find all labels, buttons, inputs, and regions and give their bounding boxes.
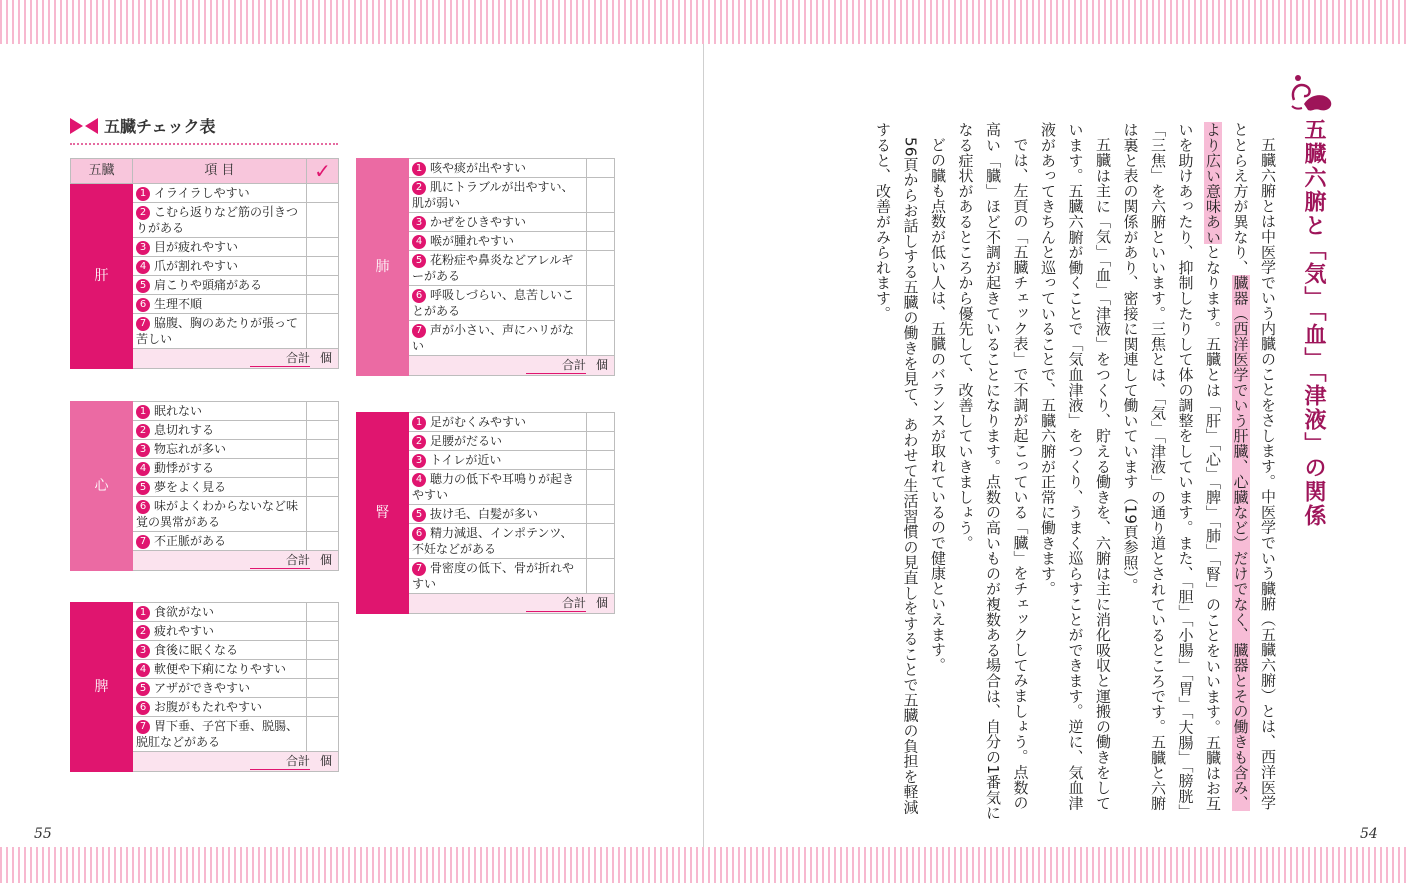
check-box[interactable] (587, 159, 615, 178)
check-box[interactable] (587, 505, 615, 524)
item-number-badge: 7 (412, 562, 426, 576)
check-table-left (70, 158, 339, 369)
item-number-badge: 5 (136, 481, 150, 495)
paragraph-5: 56頁からお話しする五臓の働きを見て、あわせて生活習慣の見直しをすることで五臓の負担を軽減すると、改善がみられます。 (874, 122, 920, 815)
paragraph-2: 五臓は主に「気」「血」「津液」をつくり、貯える働きを、六腑は主に消化吸収と運搬の働きをしています。五臓六腑が働くことで「気血津液」をつくり、うまく巡らすことができます。逆に、気血津液があってきちんと巡っていることで、五臓六腑が正常に働きます。 (1039, 122, 1112, 811)
check-table-title (70, 114, 216, 137)
body-text (761, 122, 1281, 822)
symptom-item (133, 257, 307, 276)
item-number-badge: 4 (136, 260, 150, 274)
item-number-badge: 3 (136, 241, 150, 255)
item-number-badge: 4 (412, 235, 426, 249)
check-box[interactable] (307, 603, 339, 622)
symptom-text: 食後に眠くなる (154, 643, 239, 657)
check-table-left-heart (70, 401, 339, 571)
item-number-badge: 1 (412, 416, 426, 430)
check-box[interactable] (587, 321, 615, 356)
total-cell (133, 752, 339, 772)
table-row (71, 402, 339, 421)
page-number-left: 55 (34, 826, 52, 842)
check-box[interactable] (307, 641, 339, 660)
symptom-text: 肩こりや頭痛がある (154, 278, 263, 292)
symptom-text: 骨密度の低下、骨が折れやすい (412, 561, 575, 591)
symptom-item (133, 402, 307, 421)
page-gutter (703, 44, 704, 847)
item-number-badge: 7 (412, 324, 426, 338)
item-number-badge: 3 (136, 644, 150, 658)
table-row (71, 184, 339, 203)
item-number-badge: 6 (136, 298, 150, 312)
item-number-badge: 6 (136, 500, 150, 514)
symptom-item (409, 232, 587, 251)
check-box[interactable] (307, 276, 339, 295)
symptom-text: 花粉症や鼻炎などアレルギーがある (412, 253, 574, 283)
check-box[interactable] (307, 717, 339, 752)
symptom-item (409, 524, 587, 559)
symptom-item (409, 321, 587, 356)
symptom-item (409, 251, 587, 286)
check-box[interactable] (587, 213, 615, 232)
check-box[interactable] (587, 232, 615, 251)
symptom-text: 爪が割れやすい (154, 259, 239, 273)
check-box[interactable] (307, 532, 339, 551)
paragraph-1-a: 五臓六腑とは中医学でいう内臓のことをさします。中医学でいう臓腑（五臓六腑）とは、西洋医学ととらえ方が異なり、 (1231, 122, 1277, 811)
total-label: 合計 (250, 552, 310, 569)
ribbon-icon (70, 118, 98, 134)
page-number-right: 54 (1360, 826, 1378, 842)
symptom-item (133, 717, 307, 752)
symptom-item (133, 622, 307, 641)
symptom-text: 足腰がだるい (430, 434, 503, 448)
check-table-left-spleen (70, 602, 339, 772)
item-number-badge: 7 (136, 720, 150, 734)
item-number-badge: 5 (136, 682, 150, 696)
item-number-badge: 7 (136, 317, 150, 331)
title-dotted-rule (70, 143, 338, 145)
item-number-badge: 2 (136, 625, 150, 639)
symptom-item (409, 413, 587, 432)
paragraph-1-highlight: 臓器（西洋医学でいう肝臓、心臓など）だけでなく、臓器とその働きも含み、より広い意味あい (1204, 122, 1250, 811)
symptom-text: 息切れする (154, 423, 215, 437)
item-number-badge: 7 (136, 535, 150, 549)
check-box[interactable] (307, 421, 339, 440)
check-box[interactable] (307, 440, 339, 459)
total-cell (133, 349, 339, 369)
item-number-badge: 6 (136, 701, 150, 715)
check-box[interactable] (587, 413, 615, 432)
symptom-item (409, 286, 587, 321)
symptom-item (133, 440, 307, 459)
symptom-item (133, 641, 307, 660)
table-header-row (71, 159, 339, 184)
organ-label: 心 (71, 402, 133, 571)
total-unit: 個 (595, 596, 608, 610)
symptom-item (133, 295, 307, 314)
item-number-badge: 4 (412, 473, 426, 487)
symptom-text: 疲れやすい (154, 624, 215, 638)
total-cell (409, 356, 615, 376)
item-number-badge: 5 (136, 279, 150, 293)
symptom-item (133, 459, 307, 478)
check-box[interactable] (307, 459, 339, 478)
item-number-badge: 2 (412, 435, 426, 449)
check-table-right-kidney (356, 412, 615, 614)
check-box[interactable] (587, 432, 615, 451)
symptom-item (133, 679, 307, 698)
check-box[interactable] (307, 679, 339, 698)
symptom-text: トイレが近い (430, 453, 502, 467)
symptom-text: 動悸がする (154, 461, 215, 475)
symptom-item (133, 603, 307, 622)
item-number-badge: 6 (412, 527, 426, 541)
item-number-badge: 3 (412, 454, 426, 468)
table-row (71, 603, 339, 622)
symptom-item (133, 203, 307, 238)
table-row (357, 413, 615, 432)
symptom-item (133, 421, 307, 440)
symptom-item (133, 698, 307, 717)
organ-label: 脾 (71, 603, 133, 772)
symptom-text: 物忘れが多い (154, 442, 227, 456)
check-mark-icon: ✓ (307, 159, 339, 184)
symptom-item (409, 159, 587, 178)
check-table-right-lung (356, 158, 615, 376)
page-title: 五臓六腑と「気」「血」「津液」の関係 (1301, 118, 1326, 528)
check-box[interactable] (307, 698, 339, 717)
symptom-item (133, 276, 307, 295)
symptom-text: 肌にトラブルが出やすい、肌が弱い (412, 180, 574, 210)
item-number-badge: 3 (412, 216, 426, 230)
paragraph-4: どの臓も点数が低い人は、五臓のバランスが取れているので健康といえます。 (929, 137, 947, 673)
item-number-badge: 3 (136, 443, 150, 457)
symptom-item (409, 505, 587, 524)
symptom-text: アザができやすい (154, 681, 251, 695)
symptom-text: 生理不順 (154, 297, 203, 311)
symptom-text: 目が疲れやすい (154, 240, 239, 254)
symptom-text: 抜け毛、白髪が多い (430, 507, 539, 521)
item-number-badge: 1 (136, 405, 150, 419)
item-number-badge: 1 (136, 187, 150, 201)
symptom-text: かぜをひきやすい (430, 215, 527, 229)
symptom-item (409, 178, 587, 213)
symptom-text: 食欲がない (154, 605, 215, 619)
symptom-item (409, 432, 587, 451)
check-table-title-text: 五臓チェック表 (104, 117, 216, 136)
check-box[interactable] (307, 295, 339, 314)
item-number-badge: 2 (412, 181, 426, 195)
symptom-text: 夢をよく見る (154, 480, 227, 494)
item-number-badge: 5 (412, 508, 426, 522)
item-number-badge: 4 (136, 663, 150, 677)
total-unit: 個 (319, 351, 332, 365)
symptom-text: 声が小さい、声にハリがない (412, 323, 575, 353)
symptom-text: 聴力の低下や耳鳴りが起きやすい (412, 472, 575, 502)
check-box[interactable] (307, 660, 339, 679)
paragraph-1-b: となります。五臓とは「肝」「心」「脾」「肺」「腎」のことをいいます。五臓はお互いを助けあったり、抑制したりして体の調整をしています。また、「胆」「小腸」「胃」「大腸」「膀胱」「三焦」を六腑といいます。三焦とは、「気」「津液」の通り道とされているところです。五臓と六腑は裏と表の関係があり、密接に関連して働いています（19頁参照）。 (1121, 122, 1222, 819)
organ-label: 肺 (357, 159, 409, 376)
check-box[interactable] (307, 402, 339, 421)
symptom-text: イライラしやすい (154, 186, 250, 200)
check-box[interactable] (307, 622, 339, 641)
check-box[interactable] (587, 559, 615, 594)
bird-ornament-icon (1284, 70, 1336, 114)
check-box[interactable] (307, 497, 339, 532)
item-number-badge: 5 (412, 254, 426, 268)
check-box[interactable] (307, 238, 339, 257)
symptom-item (133, 478, 307, 497)
organ-label: 腎 (357, 413, 409, 614)
bottom-stripe-border (0, 847, 1409, 883)
check-box[interactable] (307, 203, 339, 238)
total-label: 合計 (250, 753, 310, 770)
total-unit: 個 (319, 754, 332, 768)
total-cell (133, 551, 339, 571)
symptom-text: 咳や痰が出やすい (430, 161, 527, 175)
check-box[interactable] (307, 314, 339, 349)
symptom-item (409, 559, 587, 594)
symptom-text: 足がむくみやすい (430, 415, 527, 429)
symptom-text: 眠れない (154, 404, 203, 418)
top-stripe-border (0, 0, 1409, 44)
symptom-text: 喉が腫れやすい (430, 234, 515, 248)
total-label: 合計 (526, 357, 586, 374)
symptom-item (133, 184, 307, 203)
item-number-badge: 1 (136, 606, 150, 620)
check-box[interactable] (587, 470, 615, 505)
symptom-item (133, 532, 307, 551)
symptom-text: 精力減退、インポテンツ、不妊などがある (412, 526, 573, 556)
symptom-text: 脇腹、胸のあたりが張って苦しい (136, 316, 299, 346)
symptom-text: 呼吸しづらい、息苦しいことがある (412, 288, 575, 318)
symptom-item (133, 660, 307, 679)
symptom-text: こむら返りなど筋の引きつりがある (136, 205, 299, 235)
check-box[interactable] (587, 251, 615, 286)
item-number-badge: 4 (136, 462, 150, 476)
symptom-text: 味がよくわからないなど味覚の異常がある (136, 499, 299, 529)
symptom-item (133, 238, 307, 257)
check-box[interactable] (587, 178, 615, 213)
header-items: 項 目 (133, 159, 307, 184)
check-box[interactable] (587, 524, 615, 559)
symptom-item (409, 451, 587, 470)
total-label: 合計 (250, 350, 310, 367)
total-unit: 個 (319, 553, 332, 567)
check-box[interactable] (587, 286, 615, 321)
symptom-text: 胃下垂、子宮下垂、脱腸、脱肛などがある (136, 719, 299, 749)
total-cell (409, 594, 615, 614)
check-box[interactable] (587, 451, 615, 470)
paragraph-3: では、左頁の「五臓チェック表」で不調が起こっている「臓」をチェックしてみましょう。点数の高い「臓」ほど不調が起きていることになります。点数の高いものが複数ある場合は、自分の1番気になる症状があるところから優先して、改善していきましょう。 (956, 122, 1030, 821)
item-number-badge: 1 (412, 162, 426, 176)
symptom-item (133, 497, 307, 532)
symptom-item (133, 314, 307, 349)
check-box[interactable] (307, 184, 339, 203)
check-box[interactable] (307, 478, 339, 497)
paragraph-1 (1116, 122, 1281, 822)
check-box[interactable] (307, 257, 339, 276)
symptom-text: 不正脈がある (154, 534, 227, 548)
symptom-text: 軟便や下痢になりやすい (154, 662, 287, 676)
item-number-badge: 6 (412, 289, 426, 303)
item-number-badge: 2 (136, 206, 150, 220)
header-organ: 五臓 (71, 159, 133, 184)
organ-label: 肝 (71, 184, 133, 369)
symptom-item (409, 470, 587, 505)
table-row (357, 159, 615, 178)
item-number-badge: 2 (136, 424, 150, 438)
symptom-item (409, 213, 587, 232)
symptom-text: お腹がもたれやすい (154, 700, 263, 714)
total-label: 合計 (526, 595, 586, 612)
total-unit: 個 (595, 358, 608, 372)
